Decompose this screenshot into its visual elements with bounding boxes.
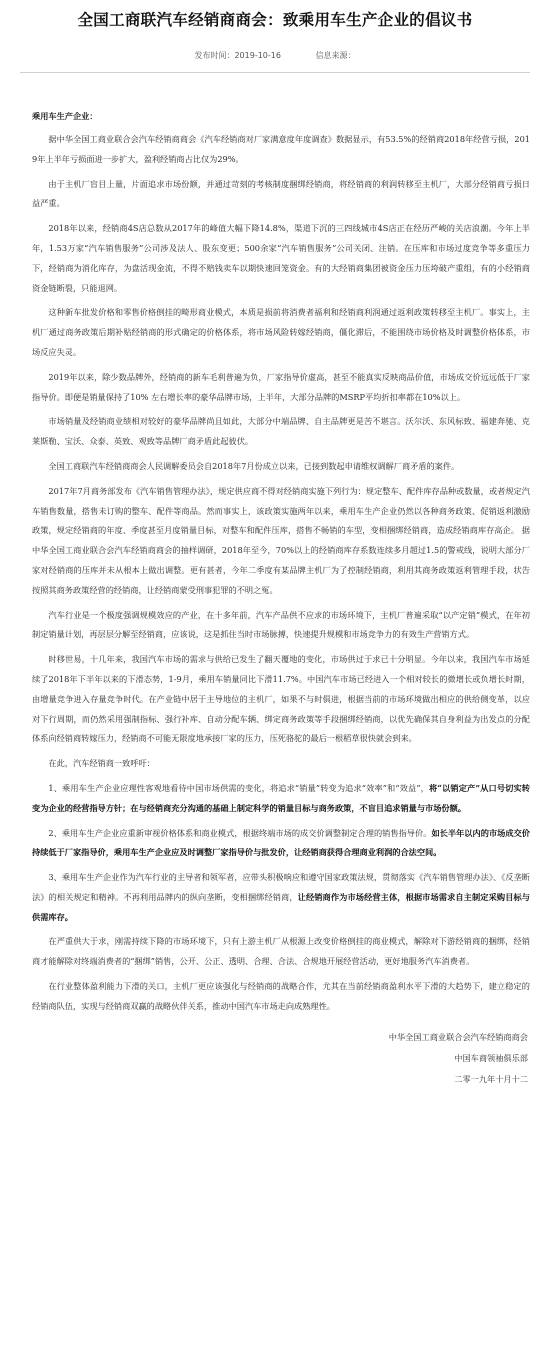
paragraph: 在严重供大于求，刚需持续下降的市场环境下，只有上游主机厂从根源上改变价格倒挂的商业模式，解除对下游经销商的捆绑，经销商才能解除对终端消费者的“捆绑”销售，公开、公正、透明、合理、合法、合规地开展经营活动，更好地服务汽车消费者。	[32, 936, 530, 967]
paragraph: 这种新车批发价格和零售价格倒挂的畸形商业模式，本质是损前将消费者福利和经销商利润通过返利政策转移至主机厂。事实上，主机厂通过商务政策后期补贴经销商的形式确定的价格体系，将市场风险转嫁经销商，僵化滞后，不能围绕市场价格及时调整价格体系，市场反应失灵。	[32, 307, 530, 357]
appeal-emphasis: 将“以销定产”从口号切实转变为企业的经营指导方针；在与经销商充分沟通的基础上制定科学的销量目标与商务政策，不盲目追求销量与市场份额。	[32, 782, 530, 813]
salutation: 乘用车生产企业：	[32, 111, 98, 121]
article-meta	[0, 50, 550, 64]
appeal-text: 1、乘用车生产企业应理性客观地看待中国市场供需的变化，将追求“销量”转变为追求“效率”和“效益”，	[48, 782, 429, 793]
signature-date: 二零一九年十月十二	[454, 1073, 528, 1084]
article-title: 全国工商联汽车经销商商会：致乘用车生产企业的倡议书	[77, 11, 473, 29]
signature-org: 中华全国工商业联合会汽车经销商商会	[388, 1031, 528, 1042]
appeal-item-1	[32, 779, 530, 819]
appeal-emphasis: 如长半年以内的市场成交价持续低于厂家指导价，乘用车生产企业应及时调整厂家指导价与批发价，让经销商获得合理商业利润的合法空间。	[32, 827, 530, 858]
paragraph: 据中华全国工商业联合会汽车经销商商会《汽车经销商对厂家满意度年度调查》数据显示，有53.5%的经销商2018年经营亏损，2019年上半年亏损面进一步扩大，盈利经销商占比仅为29%。	[32, 134, 530, 164]
publish-info	[194, 50, 281, 61]
appeal-emphasis: 让经销商作为市场经营主体，根据市场需求自主制定采购目标与供需库存。	[32, 891, 530, 922]
appeal-item-3	[32, 868, 530, 927]
paragraph: 2018年以来，经销商4S店总数从2017年的峰值大幅下降14.8%，渠道下沉的三四线城市4S店正在经历严峻的关店浪潮。今年上半年，1.53万家“汽车销售服务”公司涉及法人、股东变更；500余家“汽车销售服务”公司关闭、注销。在压库和市场过度竞争等多重压力下，经销商为消化库存，为盘活现金流，不得不赔钱卖车以期快速回笼资金。有的大经销商集团被资金压力压垮破产重组，有的小经销商资金链断裂，只能退网。	[32, 223, 530, 293]
publish-date: 2019-10-16	[234, 51, 281, 60]
header-divider	[20, 72, 530, 73]
paragraph: 全国工商联汽车经销商商会人民调解委员会自2018年7月份成立以来，已接到数起申请维权调解厂商矛盾的案件。	[48, 460, 460, 471]
appeal-text: 3、乘用车生产企业作为汽车行业的主导者和领军者，应带头积极响应和遵守国家政策法规，贯彻落实《汽车销售管理办法》、《反垄断法》的相关规定和精神。不再利用品牌内的纵向垄断，变相捆绑经销商，	[32, 872, 530, 902]
paragraph: 时移世易，十几年来，我国汽车市场的需求与供给已发生了翻天覆地的变化，市场供过于求已十分明显。今年以来，我国汽车市场延续了2018年下半年以来的下滑态势，1-9月，乘用车销量同比下滑11.7%。中国汽车市场已经进入一个相对较长的微增长或负增长时期，由增量竞争进入存量竞争时代。在产业链中居于主导地位的主机厂，如果不与时俱进，根据当前的市场环境做出相应的供给侧变革，以应对下行周期，而仍然采用强制指标、强行补库、自动分配车辆、绑定商务政策等手段捆绑经销商，以优先确保其自身利益为出发点的分配体系向经销商转嫁压力，经销商不可能无限度地承接厂家的压力，压死骆驼的最后一根稻草很快就会到来。	[32, 654, 530, 744]
paragraph: 在行业整体盈利能力下滑的关口，主机厂更应该强化与经销商的战略合作，尤其在当前经销商盈利水平下滑的大趋势下，建立稳定的经销商队伍，实现与经销商双赢的战略伙伴关系，推动中国汽车市场走向成熟理性。	[32, 981, 530, 1011]
signature-block	[32, 1027, 530, 1090]
appeal-item-2	[32, 824, 530, 864]
signature-club: 中国车商领袖俱乐部	[454, 1052, 528, 1063]
paragraph: 2017年7月商务部发布《汽车销售管理办法》，规定供应商不得对经销商实施下列行为：规定整车、配件库存品种或数量，或者规定汽车销售数量，搭售未订购的整车、配件等商品。然而事实上，该政策实施两年以来，乘用车生产企业仍然以各种商务政策、促销返利激励政策，规定经销商的年度、季度甚至月度销量目标，对整车和配件压库，搭售不畅销的车型，变相捆绑经销商，造成经销商库存高企。 据中华全国工商业联合会汽车经销商商会的抽样调研，2018年至今，70%以上的经销商库存系数连续多月超过1.5的警戒线，说明大部分厂家对经销商的压库并未从根本上做出调整。更有甚者，今年二季度有某品牌主机厂为了控制经销商，利用其商务政策返利管理手段，状告按照其商务政策经营的经销商，让经销商蒙受刑事犯罪的不明之冤。	[32, 485, 530, 595]
paragraph: 市场销量及经销商业绩相对较好的豪华品牌尚且如此，大部分中端品牌、自主品牌更是苦不堪言。沃尔沃、东风标致、福建奔驰、克莱斯勒、宝沃、众泰、英致、观致等品牌厂商矛盾此起彼伏。	[32, 416, 530, 447]
article-body	[32, 108, 530, 1090]
paragraph: 汽车行业是一个极度强调规模效应的产业，在十多年前，汽车产品供不应求的市场环境下，主机厂普遍采取“以产定销”模式，在年初制定销量计划，再层层分解至经销商，应该说，这是抓住当时市场脉搏，快速提升规模和市场竞争力的有效生产营销方式。	[32, 609, 530, 640]
appeal-text: 2、乘用车生产企业应重新审视价格体系和商业模式，根据终端市场的成交价调整制定合理的销售指导价。	[48, 827, 432, 838]
appeal-intro: 在此，汽车经销商一致呼吁：	[48, 758, 155, 769]
source-label: 信息来源：	[315, 51, 356, 60]
paragraph: 由于主机厂盲目上量，片面追求市场份额，并通过苛刻的考核制度捆绑经销商，将经销商的利润转移至主机厂，大部分经销商亏损日益严重。	[32, 178, 530, 209]
paragraph: 2019年以来，除少数品牌外，经销商的新车毛利普遍为负，厂家指导价虚高，甚至不能真实反映商品价值，市场成交价远远低于厂家指导价。即便是销量保持了10% 左右增长率的豪华品牌市场，上半年，大部分品牌的MSRP平均折扣率都在10%以上。	[32, 371, 530, 402]
publish-label: 发布时间：	[194, 51, 235, 60]
